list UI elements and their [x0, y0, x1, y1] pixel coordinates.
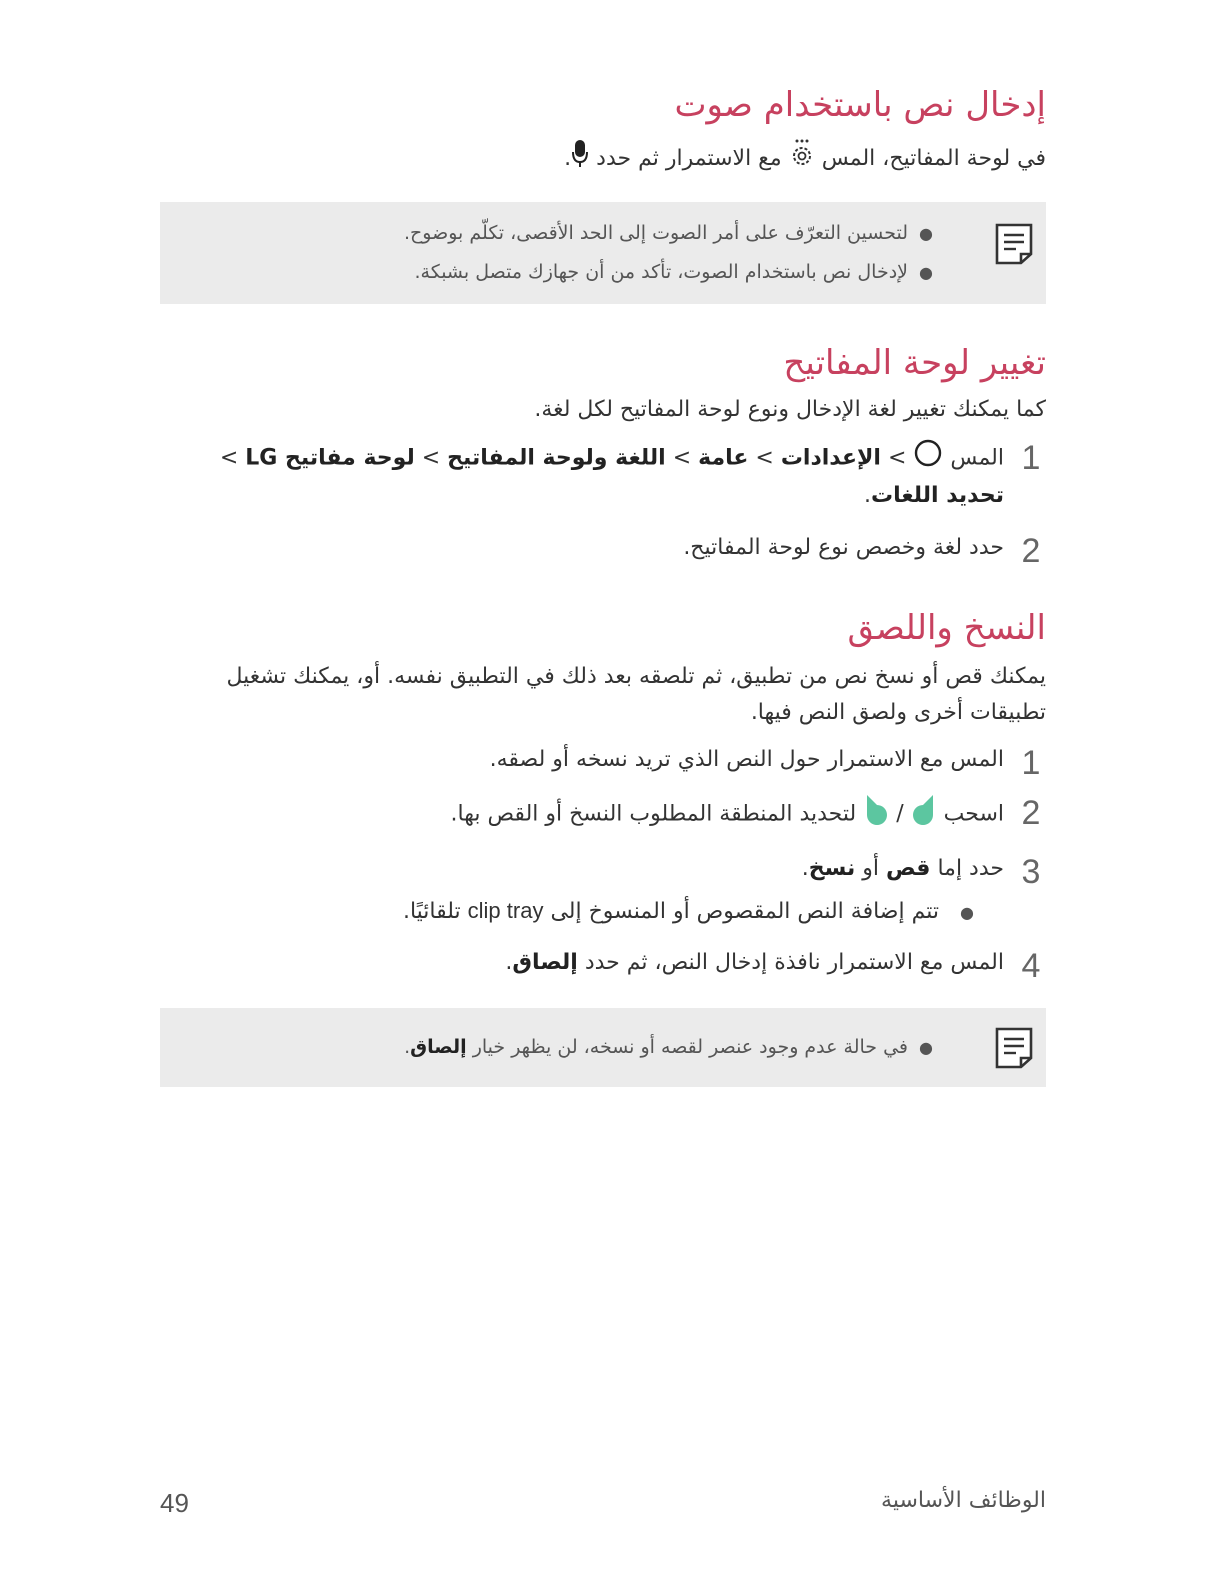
voice-text-b: مع الاستمرار ثم حدد — [596, 146, 782, 171]
copy-step-2: 2 اسحب / لتحديد المنطقة المطلوب النسخ أو القص بها. — [160, 793, 1046, 836]
voice-note-box — [160, 202, 1046, 304]
home-circle-icon — [913, 438, 943, 479]
page-number: 49 — [160, 1488, 189, 1518]
page-footer — [160, 1488, 1046, 1518]
section-title-voice: إدخال نص باستخدام صوت — [674, 85, 1046, 125]
note-item: ●لتحسين التعرّف على أمر الصوت إلى الحد الأقصى، تكلّم بوضوح. — [403, 222, 933, 244]
footer-section-name: الوظائف الأساسية — [881, 1488, 1046, 1513]
keyboard-intro: كما يمكنك تغيير لغة الإدخال ونوع لوحة المفاتيح لكل لغة. — [534, 397, 1046, 422]
note-item: ●لإدخال نص باستخدام الصوت، تأكد من أن جهازك متصل بشبكة. — [414, 261, 933, 283]
handle-right-icon — [863, 793, 889, 836]
copy-step-3: 3 حدد إما قص أو نسخ. — [801, 853, 1041, 891]
note-item: ●في حالة عدم وجود عنصر لقصه أو نسخه، لن يظهر خيار إلصاق. — [404, 1036, 933, 1058]
copy-step-3-note: ● تتم إضافة النص المقصوص أو المنسوخ إلى clip tray تلقائيًا. — [402, 898, 974, 924]
copy-step-1: 1 المس مع الاستمرار حول النص الذي تريد نسخه أو لصقه. — [489, 744, 1041, 782]
microphone-icon — [571, 138, 589, 180]
handle-left-icon — [911, 793, 937, 836]
section-title-keyboard: تغيير لوحة المفاتيح — [783, 343, 1046, 383]
copy-intro-1: يمكنك قص أو نسخ نص من تطبيق، ثم تلصقه بعد ذلك في التطبيق نفسه. أو، يمكنك تشغيل — [226, 664, 1046, 689]
copy-note-box — [160, 1008, 1046, 1087]
voice-instruction: في لوحة المفاتيح، المس مع الاستمرار ثم حدد . — [160, 138, 1046, 180]
keyboard-settings-icon — [789, 138, 815, 180]
copy-step-4: 4 المس مع الاستمرار نافذة إدخال النص، ثم حدد إلصاق. — [505, 947, 1041, 985]
page-content — [160, 78, 1046, 1087]
voice-text-a: في لوحة المفاتيح، المس — [821, 146, 1046, 171]
note-icon — [994, 222, 1034, 266]
keyboard-step-2: 2 حدد لغة وخصص نوع لوحة المفاتيح. — [683, 532, 1041, 570]
copy-intro-2: تطبيقات أخرى ولصق النص فيها. — [750, 700, 1046, 725]
keyboard-step-1: 1 المس > الإعدادات > عامة > اللغة ولوحة المفاتيح > لوحة مفاتيح LG > تحديد اللغات. — [219, 439, 1041, 508]
note-icon — [994, 1026, 1034, 1070]
section-title-copy-paste: النسخ واللصق — [847, 608, 1046, 648]
